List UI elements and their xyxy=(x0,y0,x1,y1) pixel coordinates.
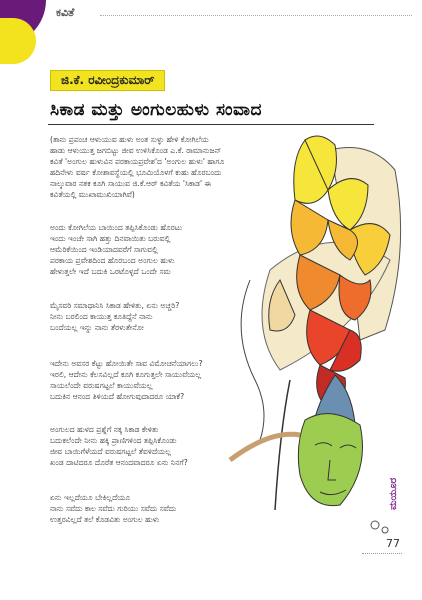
stanza-1: ಅಂದು ಕೋಗಿಲೆಯ ಬಾಯಿಂದ ತಪ್ಪಿಸಿಕೊಂಡು ಹೊರಟು ಇಂದು ಇಂಚೇ ಸಾಗಿ ಹತ್ತು ದಿನವಾಯಿತು ಬರುವಲ್ಲಿ ಆಮೆರಿಕೆಯಿಂದ ಇಂಡಿಯಾದವರೆಗೆ ಸಾಗುವಲ್ಲಿ ಪರಕಾಯ ಪ್ರವೇಶದಿಂದ ಹೊರಬಂದ ಅಂಗುಲ ಹುಳು ಹೇಳುತ್ತಲೇ ಇದೆ ಬದುಕಿ ಒರಟೊಳ್ಳದೆ ಒಂದೇ ಸಮ xyxy=(50,223,183,276)
section-label: ಕವಿತೆ xyxy=(56,6,75,19)
side-logo-text: ಮಯೂರ xyxy=(388,478,399,510)
stanza-2: ಮೈಸವರಿ ಸಮಾಧಾನಿಸಿ ಸಿಕಾಡ ಹೇಳಿತು, ಏನು ಅಚ್ಚರಿ? ನೀನು ಬರಲಿಂದ ಕಾಯುತ್ತ ಕೂತಿದ್ದೆನೆ ನಾನು ಬಂದೆಯಲ್ಲ ಇನ್ನು ನಾನು ತೆರಳುತೇನೋ xyxy=(50,301,180,332)
author-name: ಜಿ.ಕೆ. ರವೀಂದ್ರಕುಮಾರ್ xyxy=(50,70,165,91)
title-underline xyxy=(48,124,374,125)
stanza-4: ಅಂಗುಲದ ಹುಳದ ಪ್ರಶ್ನೆಗೆ ನಕ್ಕ ಸಿಕಾಡ ಕೇಳಿತು ಬದುಕಲೆಂದೇ ನೀನು ಹಕ್ಕಿ ಪ್ರಾಣಿಗಳಿಂದ ತಪ್ಪಿಸಿಕೊಂಡು ಜೀವ ಬಾಯಿಗೆಳೆಯದೆ ವರುಷಗಟ್ಟಲೆ ತೆವಳಿದೆಯಲ್ಲ ಖಂಡ ದಾಟಿದರೂ ದೊರೆತ ಆನಂದವಾದರೂ ಏನು ನಿನಗೆ? xyxy=(50,425,188,467)
stanza-3: ಇದೇನು ಅವಸರ ಕೆಟ್ಟು ಹೋಯಿತೇ ಸಾವ ವಿಮೋಚನೆಯಾಗಲು? ಇರಲಿ, ಆದೇನು ಕೆಲಸವಿಲ್ಲದೆ ಕೂಗಿ ಕೂಗುತ್ತಲೇ ಸಾಯುವೆಯಲ್ಲ ಸಾಯಲೆಂದೇ ವರುಷಗಟ್ಟಲೆ ಕಾಯುವೆಯಲ್ಲ ಬದುಕಿನ ಆನಂದ ತಿಳಿಯದೆ ಹೋಗುವುದಾದರೂ ಯಾಕೆ? xyxy=(50,359,203,401)
page-number: 77 xyxy=(386,537,400,550)
stanza-5: ಏನು ಇಲ್ಲದೆಯೂ ಬೇಕಿಲ್ಲದೆಯೂ ನಾನು ಸವೆದು ಕಾಲ ಸವೆದು ಗುರಿಯು ಸವೆದು ಸವೆದು ಉತ್ತರವಿಲ್ಲದೆ ತಲೆ ಕೊಡವಿತು ಅಂಗುಲ ಹುಳು xyxy=(50,493,177,524)
poem-title: ಸಿಕಾಡ ಮತ್ತು ಅಂಗುಲಹುಳು ಸಂವಾದ xyxy=(50,100,262,120)
cicada-mask-illustration xyxy=(210,130,415,540)
header-divider xyxy=(100,15,412,16)
intro-paragraph: (ತಾನು ಪ್ರಪಂಚ ಆಳುಯುವ ಹುಳು ಅಂತ ಸುಳ್ಳು ಹೇಳಿ ಕೋಗಿಲೆಯ ಹಾಡು ಆಳುಯುತ್ತ ಜಗಬಿಟ್ಟು ಜೀವ ಉಳಿಸಿಕೊಂಡ ಎ.ಕೆ. ರಾಮಾನುಜನ್ ಕವಿತೆ 'ಅಂಗುಲ ಹುಳುವಿನ ಪರಕಾಯಪ್ರವೇಶ'ದ 'ಅಂಗುಲ ಹುಳು' ಹಾಗೂ ಹದಿನೇಳು ವರ್ಷ ಕೋಶಾವಸ್ಥೆಯಲ್ಲಿ ಭೂಮಿಯೊಳಗೆ ಕುಹು ಹೊರಬಂದು ನಾಲ್ಕುವಾರ ನತಕ ಕೂಗಿ ಸಾಯುವ ಜಿ.ಕೆ.ಆರ್ ಕವಿತೆಯ 'ಸಿಕಾಡ' ಈ ಕವಿತೆಯಲ್ಲಿ ಮುಖಾಮುಖಿಯಾಗಿವೆ) xyxy=(50,135,225,199)
footer-divider xyxy=(362,553,402,554)
